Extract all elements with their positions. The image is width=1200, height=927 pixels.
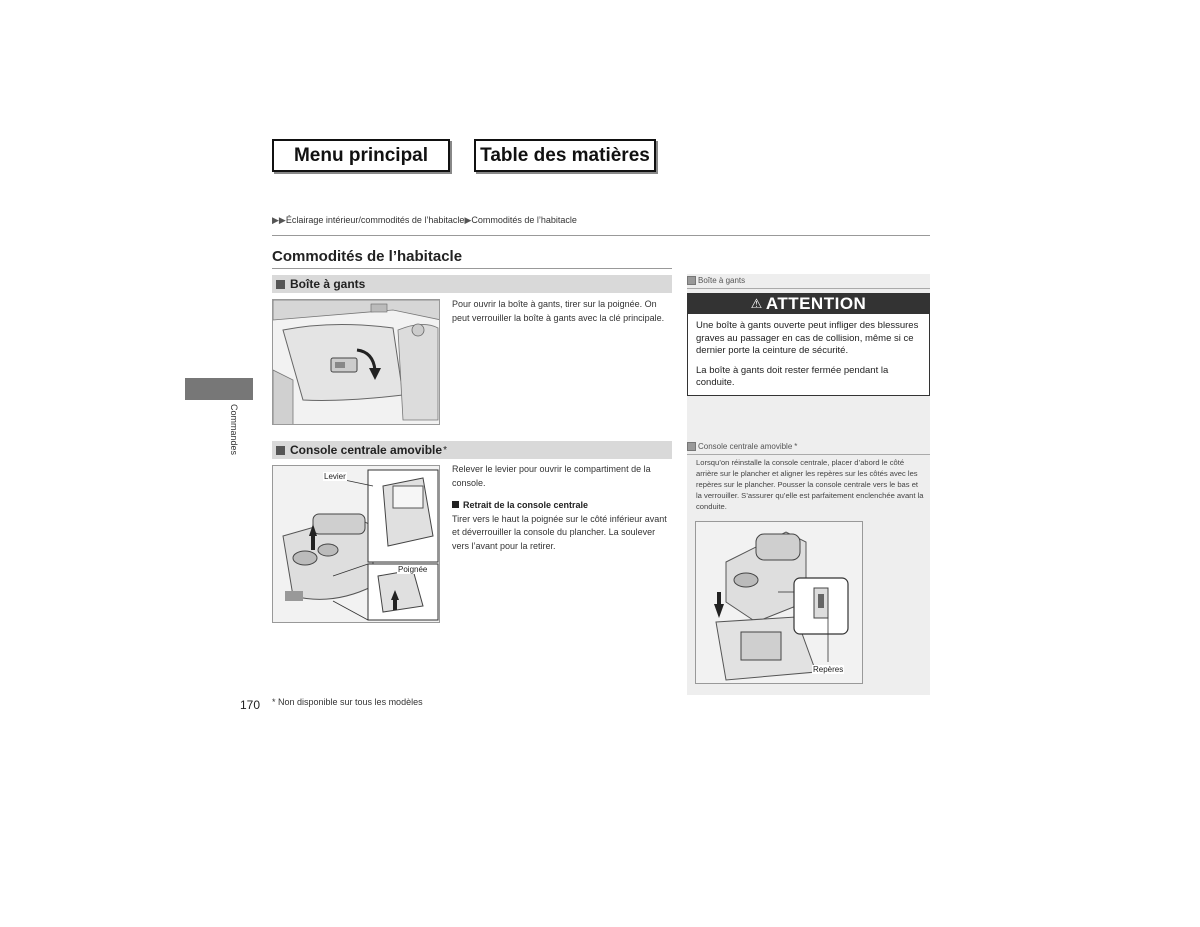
console-marks-drawing [696,522,863,684]
console-removal-title: Retrait de la console centrale [463,500,589,510]
main-menu-button[interactable]: Menu principal [272,139,450,172]
section-title: Console centrale amovible [290,443,443,457]
chapter-tab-label: Commandes [229,404,239,456]
attention-box [687,293,930,396]
footnote: * Non disponible sur tous les modèles [272,697,423,707]
breadcrumb-current: Commodités de l’habitacle [471,215,577,225]
console-marks-illustration [695,521,863,684]
section-header-console [272,441,672,459]
console-removal-text: Tirer vers le haut la poignée sur le côté inférieur avant et déverrouiller la console du plancher. La soulever vers l’avant pour la retirer. [452,513,667,551]
chapter-tab[interactable] [185,378,253,400]
section-header-glove-box [272,275,672,293]
glove-box-instructions: Pour ouvrir la boîte à gants, tirer sur la poignée. On peut verrouiller la boîte à gants avec la clé principale. [452,299,665,323]
breadcrumb-arrows-icon: ▶▶ [272,215,286,225]
handle-label: Poignée [398,565,428,574]
subhead-square-icon [452,501,459,508]
sidebar-divider [687,454,930,455]
section-title: Boîte à gants [290,277,366,291]
attention-title: ATTENTION [765,294,867,313]
reference-icon [687,442,696,451]
attention-header [688,294,929,314]
sidebar-ref-label: Console centrale amovible [698,442,793,451]
console-removal-heading [452,499,674,513]
availability-mark: * [443,444,447,456]
section-square-icon [276,446,285,455]
page-title: Commodités de l’habitacle [272,248,463,265]
section-square-icon [276,280,285,289]
glove-box-drawing [273,300,440,425]
console-instructions [452,463,674,553]
attention-paragraph-1: Une boîte à gants ouverte peut infliger des blessures graves au passager en cas de collision, même si ce dernier porte la ceinture de sécurité. [696,320,919,356]
sidebar-ref-glove-box[interactable] [687,276,745,285]
breadcrumb [272,215,577,226]
title-divider [272,268,672,269]
console-reinstall-note: Lorsqu’on réinstalle la console centrale, placer d’abord le côté arrière sur le plancher et aligner les repères sur les côtés avec les repères sur le plancher. Pousser la console centrale vers le bas et la verrouiller. S’assurer qu’elle est parfaitement enclenchée avant la conduite. [696,458,924,511]
availability-mark: * [794,442,798,451]
sidebar-ref-console[interactable] [687,442,797,451]
breadcrumb-link-lighting[interactable]: Éclairage intérieur/commodités de l’habitacle [285,215,465,225]
lever-label: Levier [324,472,346,481]
console-open-text: Relever le levier pour ouvrir le compartiment de la console. [452,464,651,488]
page-number: 170 [240,698,261,712]
warning-triangle-icon: ⚠ [750,296,763,311]
breadcrumb-separator-icon: ▶ [464,215,472,225]
table-of-contents-button[interactable]: Table des matières [474,139,656,172]
console-drawing [273,466,440,623]
console-illustration [272,465,440,623]
glove-box-illustration [272,299,440,425]
sidebar-ref-label: Boîte à gants [698,276,746,285]
sidebar-divider [687,288,930,289]
reference-icon [687,276,696,285]
divider [272,235,930,236]
marks-label: Repères [813,665,844,674]
attention-paragraph-2: La boîte à gants doit rester fermée pendant la conduite. [696,364,889,388]
